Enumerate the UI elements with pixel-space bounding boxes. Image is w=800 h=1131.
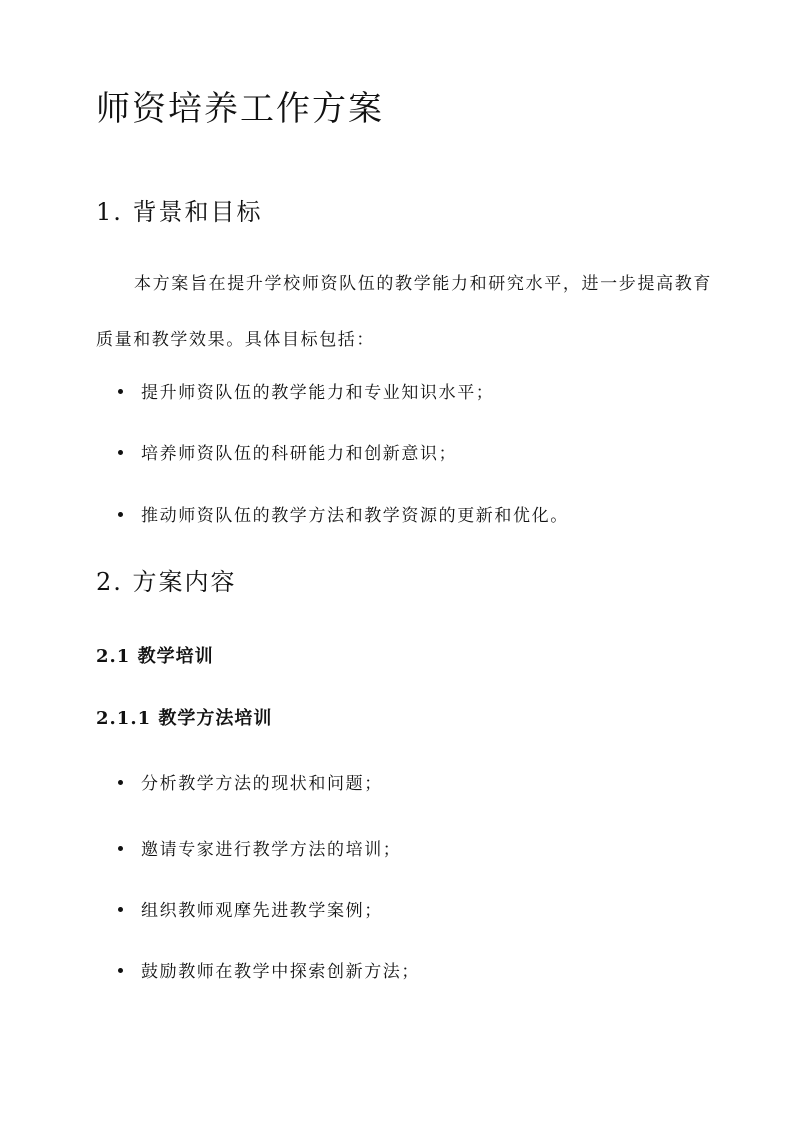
list-item-text: 分析教学方法的现状和问题； (141, 774, 383, 794)
bullet-icon (118, 389, 123, 394)
bullet-icon (118, 780, 123, 785)
section-1-heading: 1. 背景和目标 (96, 198, 263, 226)
bullet-icon (118, 846, 123, 851)
list-item (118, 842, 401, 859)
bullet-icon (118, 512, 123, 517)
list-item (118, 446, 457, 463)
list-item-text: 邀请专家进行教学方法的培训； (141, 840, 402, 860)
section-1-paragraph: 本方案旨在提升学校师资队伍的教学能力和研究水平，进一步提高教育质量和教学效果。具体目标包括： (96, 274, 712, 350)
bullet-icon (118, 907, 123, 912)
subsection-2-1-heading: 2.1 教学培训 (96, 646, 214, 667)
list-item-text: 培养师资队伍的科研能力和创新意识； (141, 444, 458, 464)
list-item (118, 508, 569, 525)
list-item (118, 964, 420, 981)
list-item-text: 组织教师观摩先进教学案例； (141, 901, 383, 921)
section-2-heading: 2. 方案内容 (96, 568, 237, 596)
list-item (118, 903, 383, 920)
subsection-2-1-1-heading: 2.1.1 教学方法培训 (96, 708, 273, 729)
bullet-icon (118, 450, 123, 455)
list-item (118, 776, 383, 793)
list-item-text: 推动师资队伍的教学方法和教学资源的更新和优化。 (141, 506, 569, 526)
list-item-text: 提升师资队伍的教学能力和专业知识水平； (141, 383, 495, 403)
list-item (118, 385, 494, 402)
list-item-text: 鼓励教师在教学中探索创新方法； (141, 962, 420, 982)
bullet-icon (118, 968, 123, 973)
document-title: 师资培养工作方案 (96, 89, 384, 129)
